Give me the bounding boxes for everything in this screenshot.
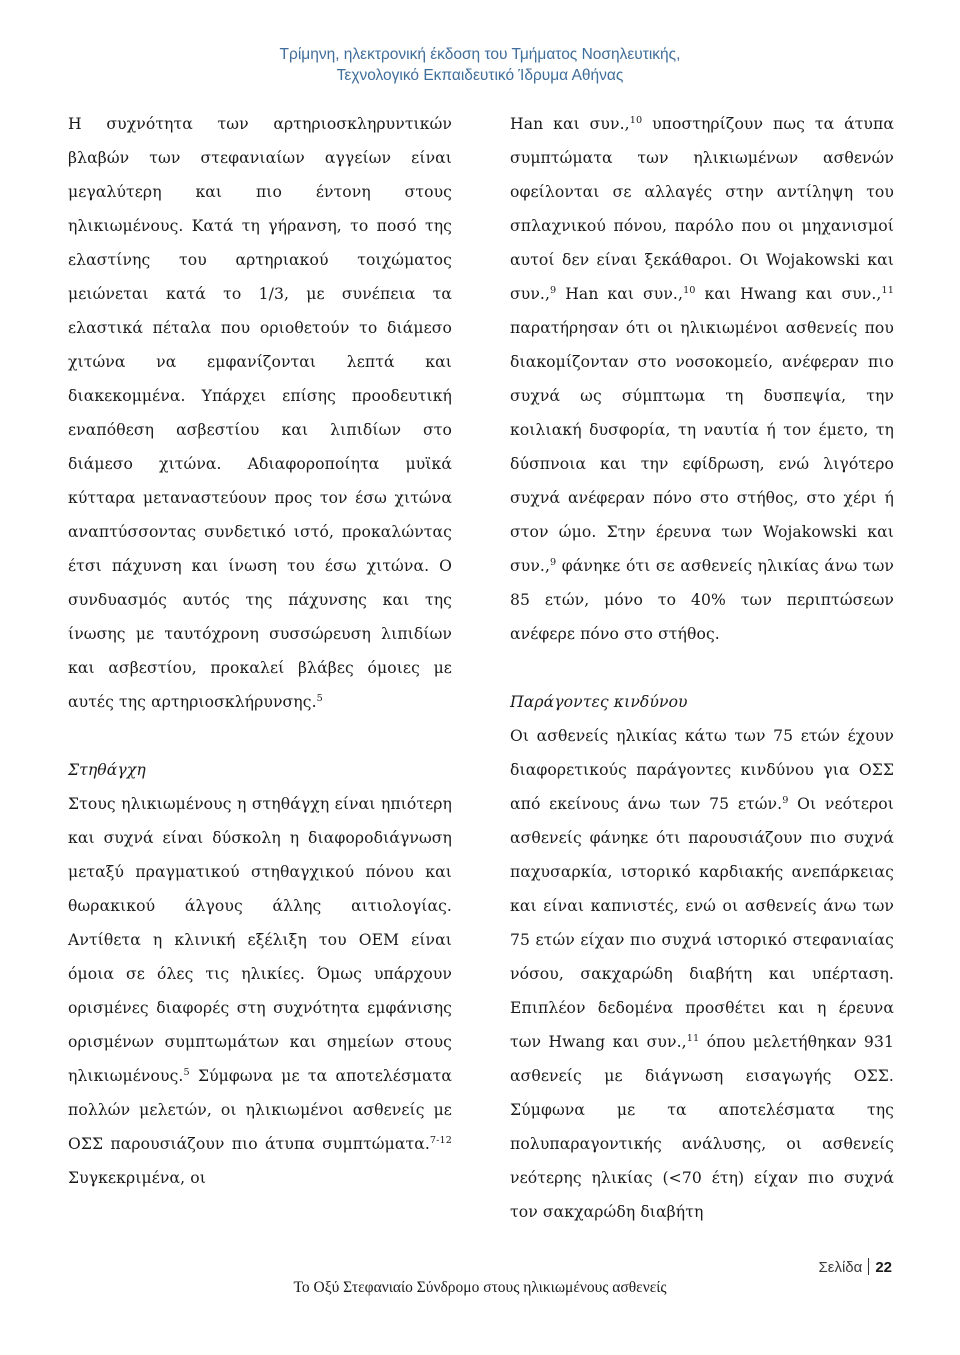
paragraph-text: παρατήρησαν ότι οι ηλικιωμένοι ασθενείς που διακομίζονταν στο νοσοκομείο, ανέφεραν πιο συχνά ως σύμπτωμα τη δυσπεψία, την κοιλιακή δυσφορία, τη ναυτία ή τον έμετο, τη δύσπνοια και την εφίδρωση, ενώ λιγότερο συχνά ανέφεραν πόνο στο στήθος, στο χέρι ή στον ώμο. Στην έρευνα των Wojakowski και συν.,: [510, 319, 894, 575]
reference-marker: 11: [686, 1032, 700, 1044]
running-footer: Το Οξύ Στεφανιαίο Σύνδρομο στους ηλικιωμένους ασθενείς: [293, 1279, 667, 1296]
paragraph-text: και Hwang και συν.,: [695, 285, 882, 303]
paragraph-text: Han και συν.,: [556, 285, 684, 303]
section-heading-angina: Στηθάγχη: [68, 761, 146, 779]
right-column: [510, 107, 894, 1229]
paragraph-risk-factors: [510, 719, 894, 1229]
reference-marker: 9: [782, 794, 789, 806]
reference-marker: 11: [881, 284, 894, 296]
reference-marker: 9: [550, 556, 557, 568]
paragraph-text: Οι νεότεροι ασθενείς φάνηκε ότι παρουσιάζουν πιο συχνά παχυσαρκία, ιστορικό καρδιακής ανεπάρκειας και είναι καπνιστές, ενώ οι ασθενείς άνω των 75 ετών είχαν πιο συχνά ιστορικό στεφανιαίας νόσου, σακχαρώδη διαβήτη και υπέρταση. Επιπλέον δεδομένα προσθέτει και η έρευνα των Hwang και συν.,: [510, 795, 894, 1051]
reference-marker: 7-12: [429, 1134, 452, 1146]
paragraph-arteriosclerosis: [68, 107, 452, 719]
page-number: [818, 1258, 892, 1276]
reference-marker: 10: [683, 284, 696, 296]
left-column: [68, 107, 452, 1195]
header-line-1: Τρίμηνη, ηλεκτρονική έκδοση του Τμήματος Νοσηλευτικής,: [279, 46, 681, 63]
paragraph-text: όπου μελετήθηκαν 931 ασθενείς με διάγνωση εισαγωγής ΟΣΣ. Σύμφωνα με τα αποτελέσματα της πολυπαραγοντικής ανάλυσης, οι ασθενείς νεότερης ηλικίας (<70 έτη) είχαν πιο συχνά τον σακχαρώδη διαβήτη: [510, 1033, 894, 1221]
paragraph-text: Στους ηλικιωμένους η στηθάγχη είναι ηπιότερη και συχνά είναι δύσκολη η διαφοροδιάγνωση μεταξύ πραγματικού στηθαγχικού πόνου και θωρακικού άλγους άλλης αιτιολογίας. Αντίθετα η κλινική εξέλιξη του ΟΕΜ είναι όμοια σε όλες τις ηλικίες. Όμως υπάρχουν ορισμένες διαφορές στη συχνότητα εμφάνισης ορισμένων συμπτωμάτων και σημείων στους ηλικιωμένους.: [68, 795, 452, 1085]
header-line-2: Τεχνολογικό Εκπαιδευτικό Ίδρυμα Αθήνας: [336, 67, 624, 84]
reference-marker: 9: [550, 284, 557, 296]
paragraph-text: Συγκεκριμένα, οι: [68, 1169, 206, 1187]
page-number-value: 22: [875, 1259, 892, 1276]
paragraph-text: Οι ασθενείς ηλικίας κάτω των 75 ετών έχουν διαφορετικούς παράγοντες κινδύνου για ΟΣΣ από εκείνους άνω των 75 ετών.: [510, 727, 894, 813]
section-heading-risk-factors: Παράγοντες κινδύνου: [510, 693, 688, 711]
paragraph-text: Η συχνότητα των αρτηριοσκληρυντικών βλαβών των στεφανιαίων αγγείων είναι μεγαλύτερη και πιο έντονη στους ηλικιωμένους. Κατά τη γήρανση, το ποσό της ελαστίνης του αρτηριακού τοιχώματος μειώνεται κατά το 1/3, με συνέπεια τα ελαστικά πέταλα που οριοθετούν το διάμεσο χιτώνα να εμφανίζονται λεπτά και διακεκομμένα. Υπάρχει επίσης προοδευτική εναπόθεση ασβεστίου και λιπιδίων στο διάμεσο χιτώνα. Αδιαφοροποίητα μυϊκά κύτταρα μεταναστεύουν προς τον έσω χιτώνα αναπτύσσοντας συνδετικό ιστό, προκαλώντας έτσι πάχυνση και ίνωση του έσω χιτώνα. Ο συνδυασμός αυτός της πάχυνσης και της ίνωσης με ταυτόχρονη συσσώρευση λιπιδίων και ασβεστίου, προκαλεί βλάβες όμοιες με αυτές της αρτηριοσκλήρυνσης.: [68, 115, 452, 711]
page-separator: [868, 1258, 869, 1275]
paragraph-text: φάνηκε ότι σε ασθενείς ηλικίας άνω των 85 ετών, μόνο το 40% των περιπτώσεων ανέφερε πόνο στο στήθος.: [510, 557, 894, 643]
paragraph-text: Σύμφωνα με τα αποτελέσματα πολλών μελετών, οι ηλικιωμένοι ασθενείς με ΟΣΣ παρουσιάζουν πιο άτυπα συμπτώματα.: [68, 1067, 452, 1153]
page-label: Σελίδα: [818, 1259, 863, 1276]
paragraph-text: Han και συν.,: [510, 115, 630, 133]
paragraph-text: υποστηρίζουν πως τα άτυπα συμπτώματα των ηλικιωμένων ασθενών οφείλονται σε αλλαγές στην αντίληψη του σπλαχνικού πόνου, παρόλο που οι μηχανισμοί αυτοί δεν είναι ξεκάθαροι. Οι Wojakowski και συν.,: [510, 115, 894, 303]
paragraph-atypical-symptoms: [510, 107, 894, 651]
paragraph-angina: [68, 787, 452, 1195]
reference-marker: 5: [316, 692, 323, 704]
running-header: [0, 44, 960, 86]
reference-marker: 5: [183, 1066, 190, 1078]
reference-marker: 10: [629, 114, 643, 126]
